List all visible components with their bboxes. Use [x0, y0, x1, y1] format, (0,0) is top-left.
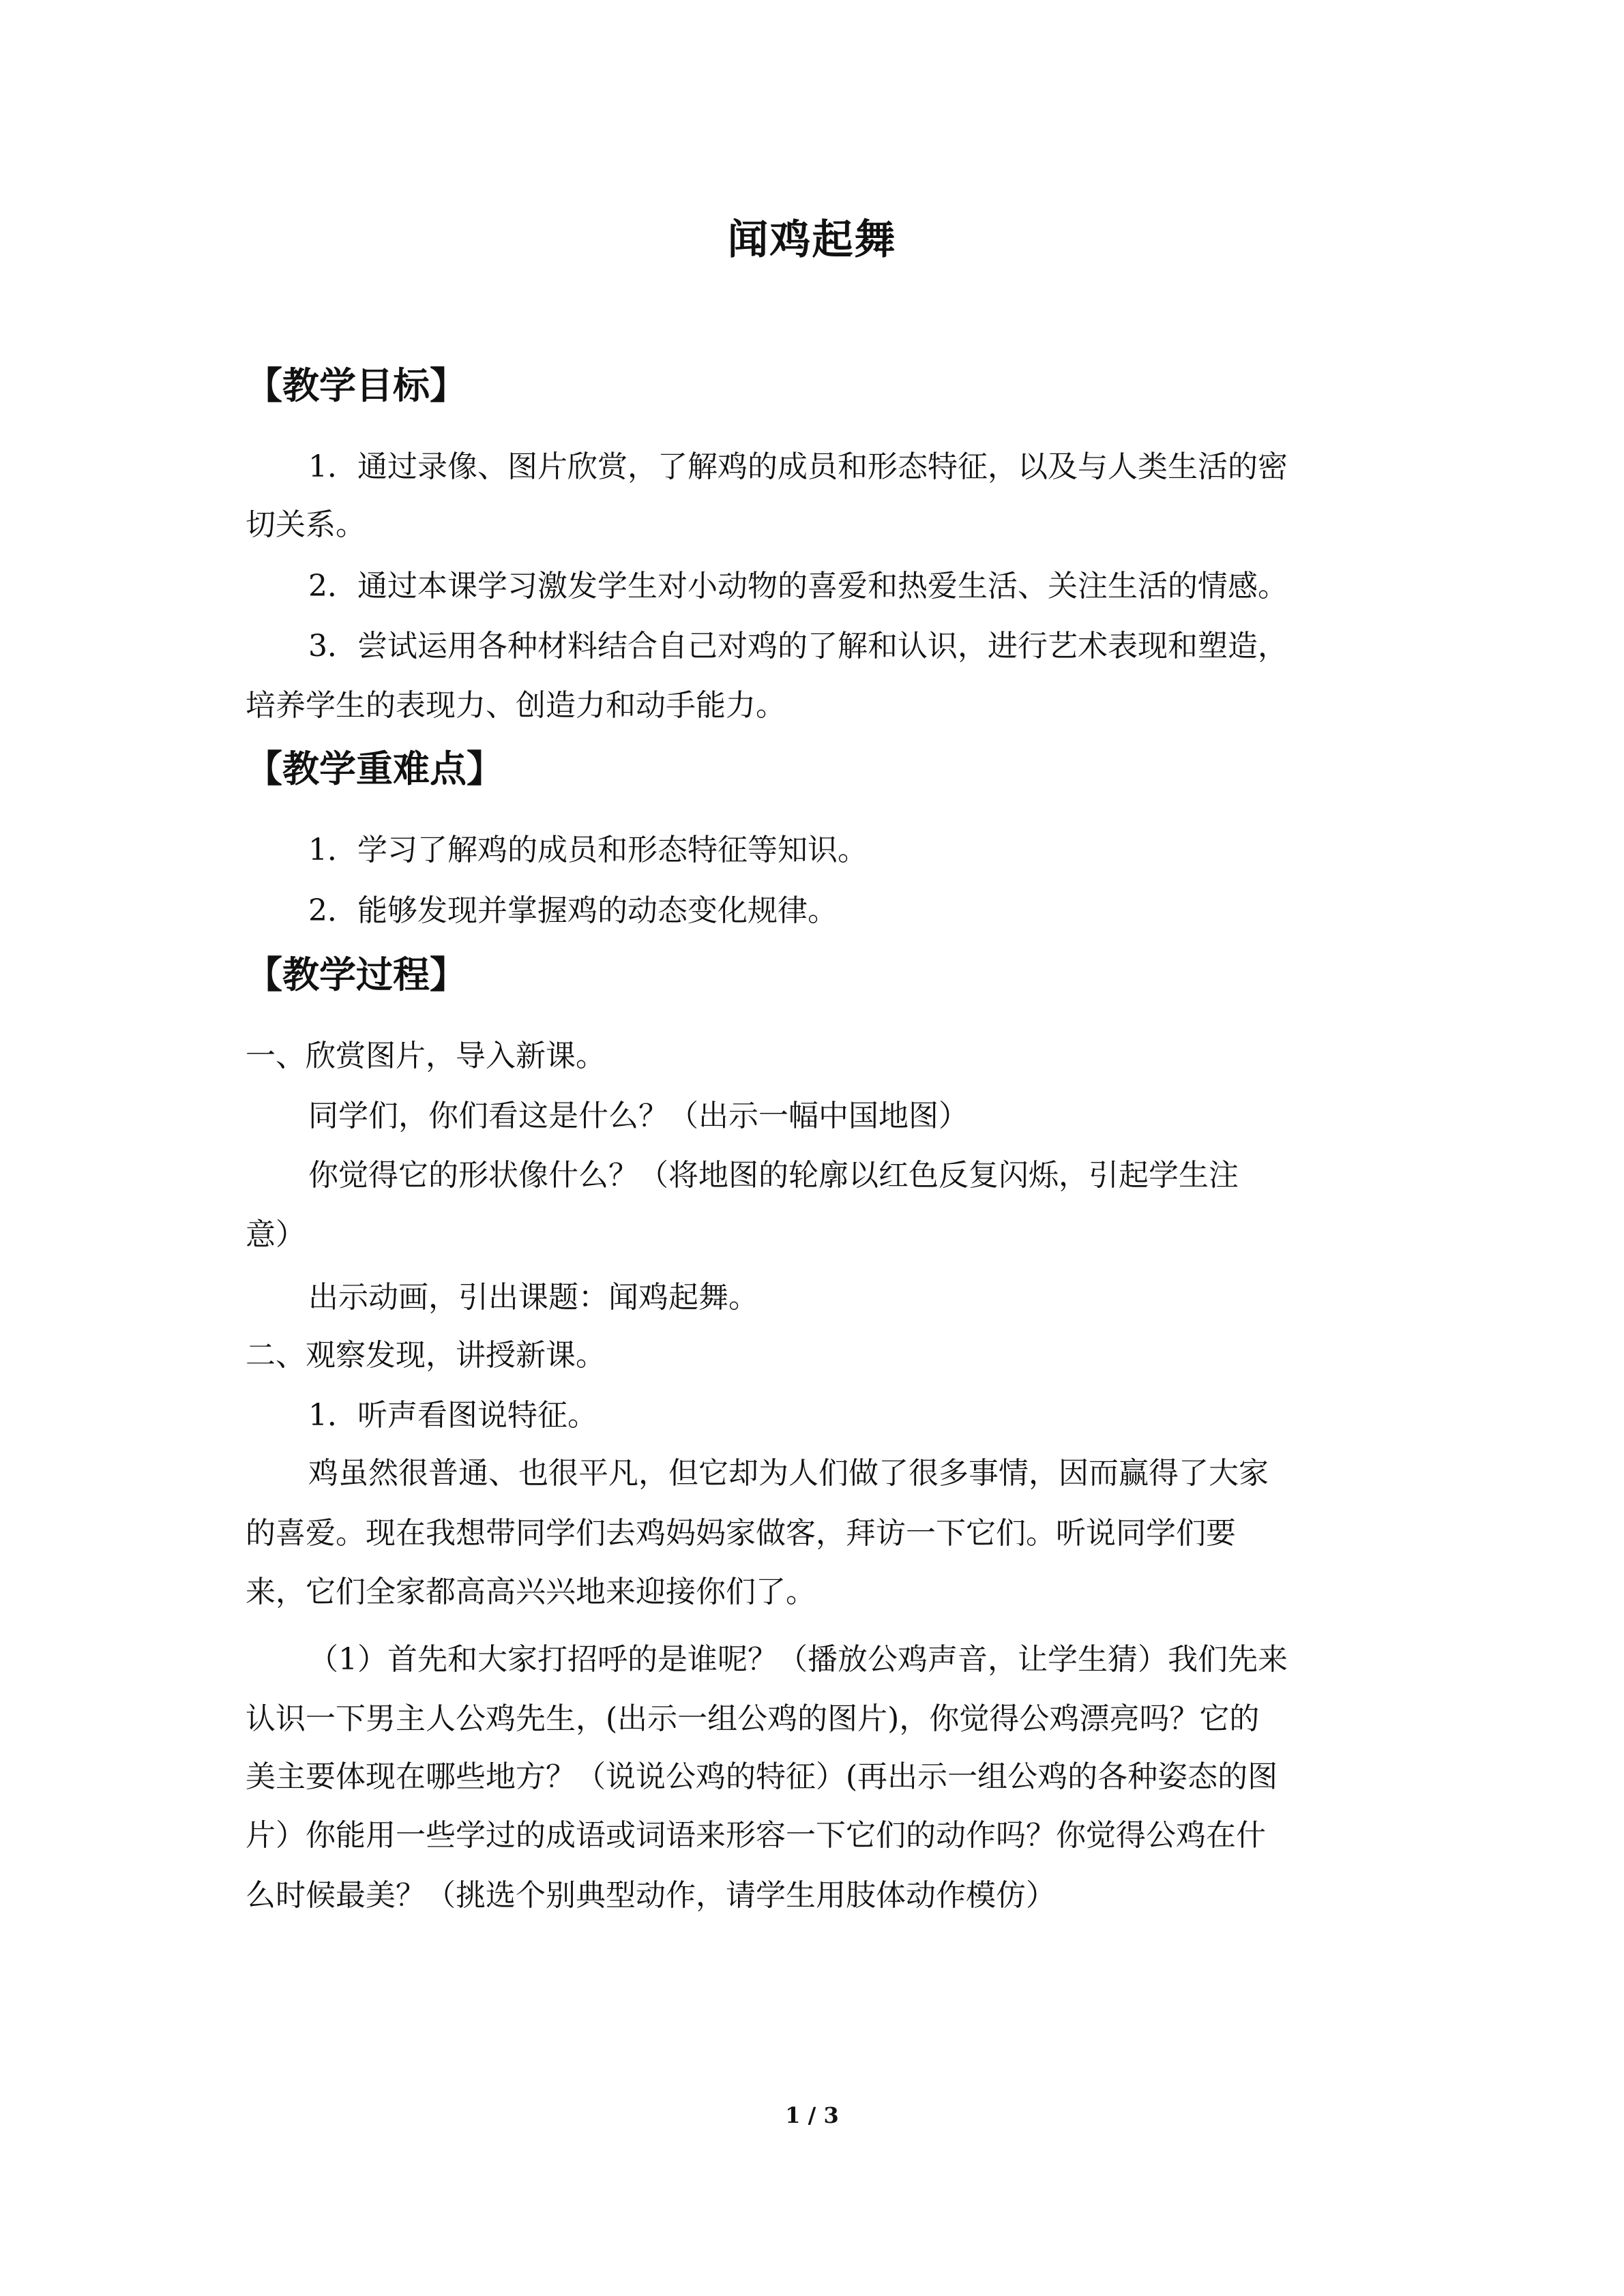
page-title: 闻鸡起舞	[727, 216, 897, 264]
section-heading-objectives: 【教学目标】	[246, 364, 467, 407]
paragraph-line: 2．能够发现并掌握鸡的动态变化规律。	[308, 893, 838, 928]
paragraph-line: （1）首先和大家打招呼的是谁呢？（播放公鸡声音，让学生猜）我们先来	[308, 1642, 1288, 1677]
paragraph-line: 你觉得它的形状像什么？（将地图的轮廓以红色反复闪烁，引起学生注	[308, 1158, 1239, 1193]
paragraph-line: 意）	[246, 1217, 306, 1252]
section-heading-key-points: 【教学重难点】	[246, 747, 503, 790]
paragraph-line: 一、欣赏图片，导入新课。	[246, 1039, 606, 1073]
paragraph-line: 3．尝试运用各种材料结合自己对鸡的了解和认识，进行艺术表现和塑造，	[308, 629, 1288, 664]
paragraph-line: 二、观察发现，讲授新课。	[246, 1338, 606, 1373]
paragraph-line: 的喜爱。现在我想带同学们去鸡妈妈家做客，拜访一下它们。听说同学们要	[246, 1516, 1236, 1551]
paragraph-line: 出示动画，引出课题：闻鸡起舞。	[308, 1280, 758, 1315]
paragraph-line: 么时候最美？（挑选个别典型动作，请学生用肢体动作模仿）	[246, 1878, 1056, 1913]
paragraph-line: 2．通过本课学习激发学生对小动物的喜爱和热爱生活、关注生活的情感。	[308, 569, 1288, 603]
section-heading-process: 【教学过程】	[246, 953, 467, 996]
paragraph-line: 1．听声看图说特征。	[308, 1398, 597, 1433]
paragraph-line: 来，它们全家都高高兴兴地来迎接你们了。	[246, 1575, 816, 1609]
paragraph-line: 鸡虽然很普通、也很平凡，但它却为人们做了很多事情，因而赢得了大家	[308, 1456, 1269, 1491]
paragraph-line: 1．学习了解鸡的成员和形态特征等知识。	[308, 833, 868, 867]
paragraph-line: 片）你能用一些学过的成语或词语来形容一下它们的动作吗？你觉得公鸡在什	[246, 1818, 1266, 1853]
paragraph-line: 同学们，你们看这是什么？（出示一幅中国地图）	[308, 1099, 969, 1133]
paragraph-line: 切关系。	[246, 507, 366, 542]
paragraph-line: 培养学生的表现力、创造力和动手能力。	[246, 688, 786, 723]
paragraph-line: 认识一下男主人公鸡先生，(出示一组公鸡的图片)，你觉得公鸡漂亮吗？它的	[246, 1701, 1260, 1736]
page-number: 1 / 3	[785, 2102, 839, 2128]
paragraph-line: 美主要体现在哪些地方？（说说公鸡的特征）(再出示一组公鸡的各种姿态的图	[246, 1759, 1278, 1794]
paragraph-line: 1．通过录像、图片欣赏，了解鸡的成员和形态特征，以及与人类生活的密	[308, 449, 1288, 484]
